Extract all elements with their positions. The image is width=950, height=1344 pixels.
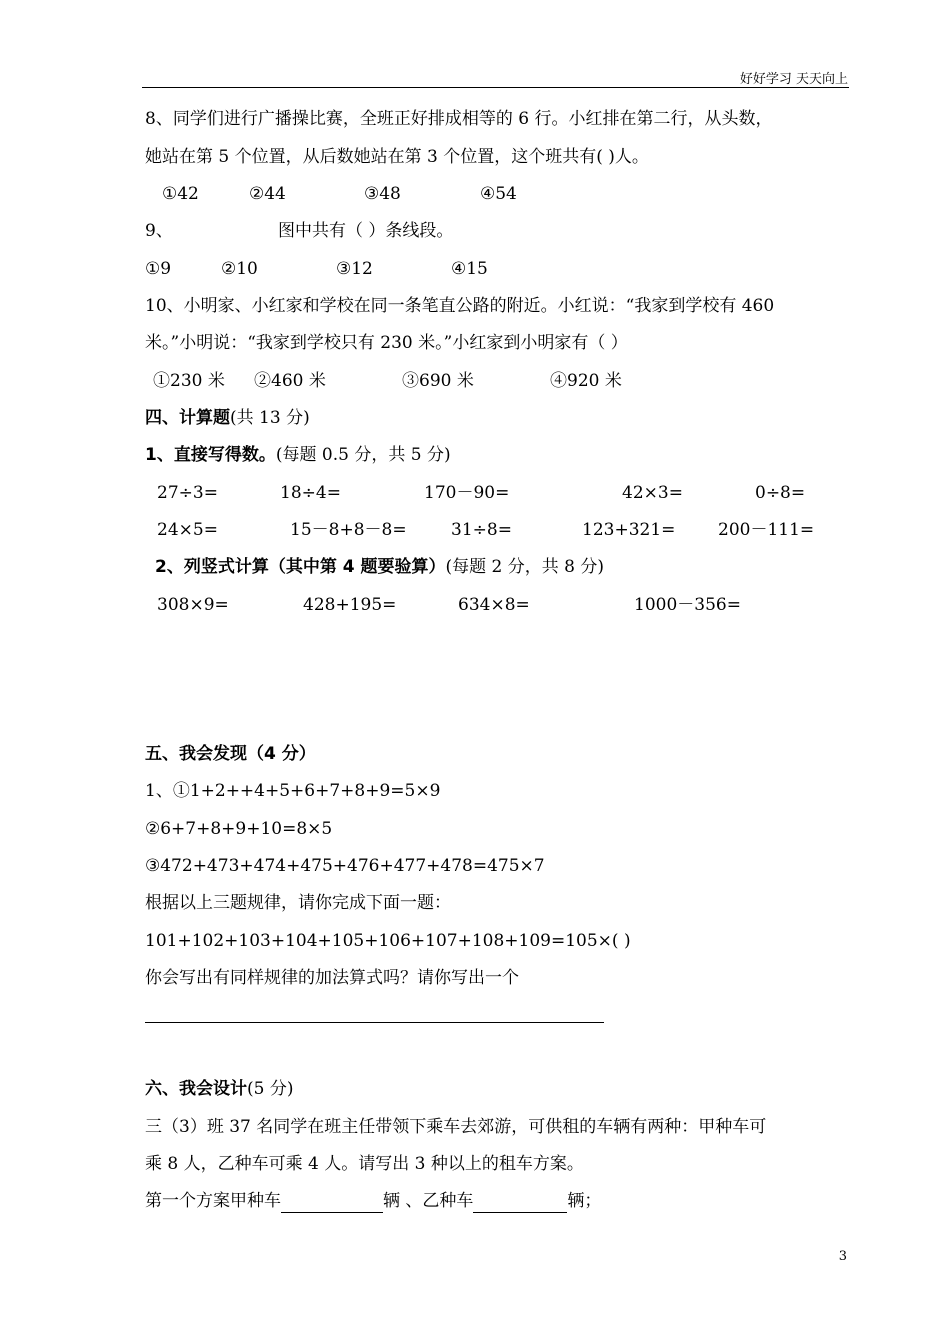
calc-item: 170－90=	[424, 483, 510, 503]
s6-plan-line	[145, 1189, 601, 1213]
q9-label: 9、	[145, 221, 173, 241]
q10-option-4: ④920 米	[550, 371, 622, 391]
s4-part1-heading	[145, 443, 451, 467]
header-motto: 好好学习 天天向上	[739, 72, 848, 87]
q8-option-1: ①42	[162, 184, 199, 204]
q9-option-3: ③12	[336, 259, 373, 279]
q8-line1: 8、同学们进行广播操比赛，全班正好排成相等的 6 行。小红排在第二行，从头数，	[145, 109, 773, 129]
calc-item: 24×5=	[157, 520, 218, 540]
plan-a-label: 第一个方案甲种车	[145, 1191, 281, 1211]
q10-option-1: ①230 米	[153, 371, 225, 391]
section-4-points: (共 13 分)	[230, 408, 310, 428]
section-6-heading	[145, 1077, 293, 1101]
section-4-title: 四、计算题	[145, 408, 230, 428]
s4-part2-points: (每题 2 分，共 8 分)	[445, 557, 605, 577]
s5-line3: ③472+473+474+475+476+477+478=475×7	[145, 856, 545, 876]
s5-line5: 101+102+103+104+105+106+107+108+109=105×( )	[145, 931, 631, 951]
s5-line6: 你会写出有同样规律的加法算式吗？请你写出一个	[145, 968, 519, 988]
section-6-title: 六、我会设计	[145, 1079, 247, 1099]
plan-b-blank[interactable]	[473, 1194, 567, 1213]
s6-line1: 三（3）班 37 名同学在班主任带领下乘车去郊游，可供租的车辆有两种：甲种车可	[145, 1117, 767, 1137]
q10-line1: 10、小明家、小红家和学校在同一条笔直公路的附近。小红说：“我家到学校有 460	[145, 296, 775, 316]
page-number: 3	[838, 1249, 847, 1264]
q9-option-2: ②10	[221, 259, 258, 279]
calc-item: 15－8+8－8=	[290, 520, 407, 540]
answer-line[interactable]	[145, 1022, 604, 1023]
section-5-title: 五、我会发现（4 分）	[145, 744, 316, 764]
q9-option-1: ①9	[145, 259, 172, 279]
calc-item: 200－111=	[718, 520, 815, 540]
s5-line4: 根据以上三题规律，请你完成下面一题：	[145, 893, 451, 913]
q8-option-4: ④54	[480, 184, 517, 204]
calc-item: 42×3=	[622, 483, 683, 503]
calc-item: 31÷8=	[451, 520, 512, 540]
plan-b-label: 辆 、乙种车	[383, 1191, 474, 1211]
s4-part1-title: 1、直接写得数。	[145, 445, 276, 465]
q10-option-3: ③690 米	[402, 371, 474, 391]
section-6-points: (5 分)	[247, 1079, 294, 1099]
s4-part2-heading	[155, 555, 604, 579]
vertical-calc-item: 1000－356=	[634, 595, 741, 615]
vertical-calc-item: 428+195=	[303, 595, 397, 615]
s5-line2: ②6+7+8+9+10=8×5	[145, 819, 333, 839]
s4-part1-points: (每题 0.5 分，共 5 分)	[275, 445, 451, 465]
vertical-calc-item: 308×9=	[157, 595, 229, 615]
calc-item: 18÷4=	[280, 483, 341, 503]
calc-item: 123+321=	[582, 520, 676, 540]
calc-item: 0÷8=	[755, 483, 806, 503]
q8-option-3: ③48	[364, 184, 401, 204]
q9-option-4: ④15	[451, 259, 488, 279]
s5-line1: 1、①1+2++4+5+6+7+8+9=5×9	[145, 781, 441, 801]
q9-text: 图中共有（ ）条线段。	[278, 221, 454, 241]
section-4-heading	[145, 406, 310, 430]
q10-option-2: ②460 米	[254, 371, 326, 391]
plan-a-blank[interactable]	[281, 1194, 383, 1213]
q8-option-2: ②44	[249, 184, 286, 204]
q10-line2: 米。”小明说：“我家到学校只有 230 米。”小红家到小明家有（ ）	[145, 333, 628, 353]
vertical-calc-item: 634×8=	[458, 595, 530, 615]
calc-item: 27÷3=	[157, 483, 218, 503]
s4-part2-title: 2、列竖式计算（其中第 4 题要验算）	[155, 557, 446, 577]
header-rule	[142, 87, 849, 88]
s6-line2: 乘 8 人，乙种车可乘 4 人。请写出 3 种以上的租车方案。	[145, 1154, 584, 1174]
plan-c-label: 辆；	[567, 1191, 602, 1211]
q8-line2: 她站在第 5 个位置，从后数她站在第 3 个位置，这个班共有( )人。	[145, 147, 649, 167]
